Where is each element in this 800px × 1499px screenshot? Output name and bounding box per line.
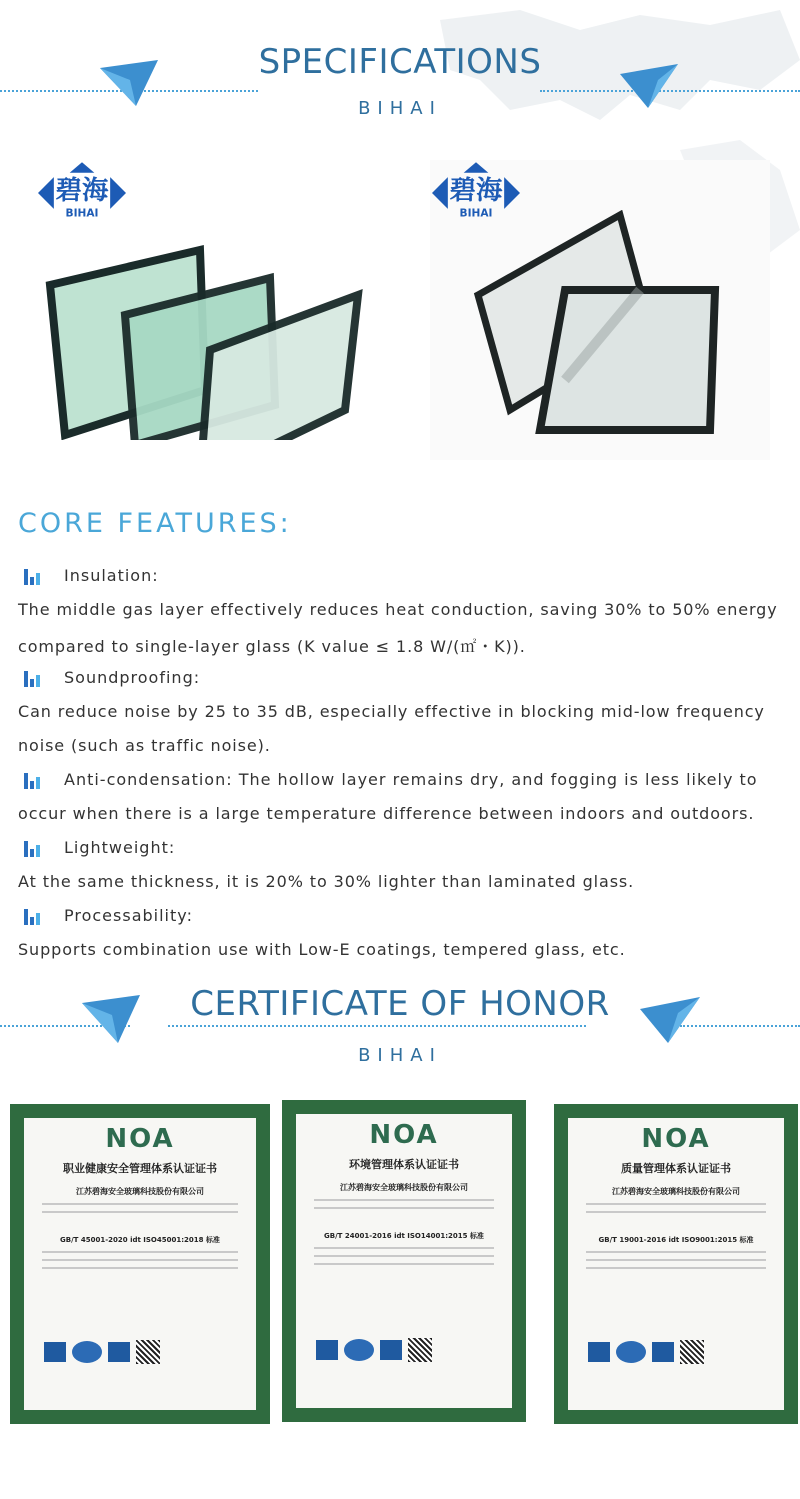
feature-heading-text: Anti-condensation: The hollow layer remains dry, and fogging is less likely to bbox=[64, 770, 758, 789]
certificate-card-1 bbox=[10, 1104, 270, 1424]
feature-anticondensation-heading bbox=[18, 770, 758, 789]
certificate-name: 职业健康安全管理体系认证证书 bbox=[63, 1162, 217, 1175]
certificate-title: CERTIFICATE OF HONOR bbox=[190, 984, 610, 1024]
bihai-logo-icon bbox=[38, 162, 126, 224]
feature-insulation-heading bbox=[18, 566, 159, 585]
bar-chart-icon bbox=[24, 669, 46, 687]
specifications-subtitle: BIHAI bbox=[358, 98, 442, 119]
noa-logo: NOA bbox=[641, 1124, 711, 1154]
certificate-name: 质量管理体系认证证书 bbox=[621, 1162, 731, 1175]
cert-accreditation-logos bbox=[316, 1338, 432, 1362]
brand-en: BIHAI bbox=[65, 207, 99, 220]
specifications-title: SPECIFICATIONS bbox=[258, 42, 542, 82]
certificate-standard: GB/T 19001-2016 idt ISO9001:2015 标准 bbox=[598, 1236, 754, 1244]
feature-insulation-line-2: compared to single-layer glass (K value ≤ 1.8 W/(㎡・K)). bbox=[18, 637, 526, 656]
cert-accreditation-logos bbox=[588, 1340, 704, 1364]
certificate-company: 江苏碧海安全玻璃科技股份有限公司 bbox=[76, 1187, 204, 1196]
certificate-standard: GB/T 24001-2016 idt ISO14001:2015 标准 bbox=[324, 1232, 484, 1240]
brand-cn: 碧海 bbox=[55, 175, 109, 207]
certificate-card-3 bbox=[554, 1104, 798, 1424]
certificate-name: 环境管理体系认证证书 bbox=[349, 1158, 459, 1171]
feature-anticondensation-line-1: occur when there is a large temperature difference between indoors and outdoors. bbox=[18, 804, 755, 823]
insulated-glass-panels-image bbox=[40, 240, 370, 440]
bar-chart-icon bbox=[24, 839, 46, 857]
feature-heading-text: Insulation: bbox=[64, 566, 159, 585]
bar-chart-icon bbox=[24, 567, 46, 585]
feature-heading-text: Lightweight: bbox=[64, 838, 176, 857]
noa-logo: NOA bbox=[369, 1120, 439, 1150]
feature-heading-text: Soundproofing: bbox=[64, 668, 201, 687]
certificate-card-2 bbox=[282, 1100, 526, 1422]
glass-squares-image bbox=[470, 210, 730, 450]
bar-chart-icon bbox=[24, 907, 46, 925]
certificate-company: 江苏碧海安全玻璃科技股份有限公司 bbox=[612, 1187, 740, 1196]
cert-accreditation-logos bbox=[44, 1340, 160, 1364]
certificate-standard: GB/T 45001-2020 idt ISO45001:2018 标准 bbox=[60, 1236, 220, 1244]
brand-logo-1 bbox=[38, 162, 126, 224]
feature-processability-heading bbox=[18, 906, 193, 925]
feature-soundproofing-heading bbox=[18, 668, 200, 687]
noa-logo: NOA bbox=[105, 1124, 175, 1154]
brand-cn: 碧海 bbox=[449, 175, 503, 207]
certificate-subtitle: BIHAI bbox=[358, 1045, 442, 1066]
bar-chart-icon bbox=[24, 771, 46, 789]
feature-heading-text: Processability: bbox=[64, 906, 193, 925]
feature-processability-line-1: Supports combination use with Low-E coatings, tempered glass, etc. bbox=[18, 940, 626, 959]
brand-en: BIHAI bbox=[459, 207, 493, 220]
core-features-title: CORE FEATURES: bbox=[18, 508, 292, 539]
feature-lightweight-heading bbox=[18, 838, 175, 857]
feature-soundproofing-line-2: noise (such as traffic noise). bbox=[18, 736, 271, 755]
feature-insulation-line-1: The middle gas layer effectively reduces heat conduction, saving 30% to 50% energy bbox=[18, 600, 778, 619]
feature-lightweight-line-1: At the same thickness, it is 20% to 30% lighter than laminated glass. bbox=[18, 872, 635, 891]
certificate-company: 江苏碧海安全玻璃科技股份有限公司 bbox=[340, 1183, 468, 1192]
cert-dotline-mid bbox=[168, 1025, 586, 1027]
feature-soundproofing-line-1: Can reduce noise by 25 to 35 dB, especially effective in blocking mid-low frequency bbox=[18, 702, 765, 721]
